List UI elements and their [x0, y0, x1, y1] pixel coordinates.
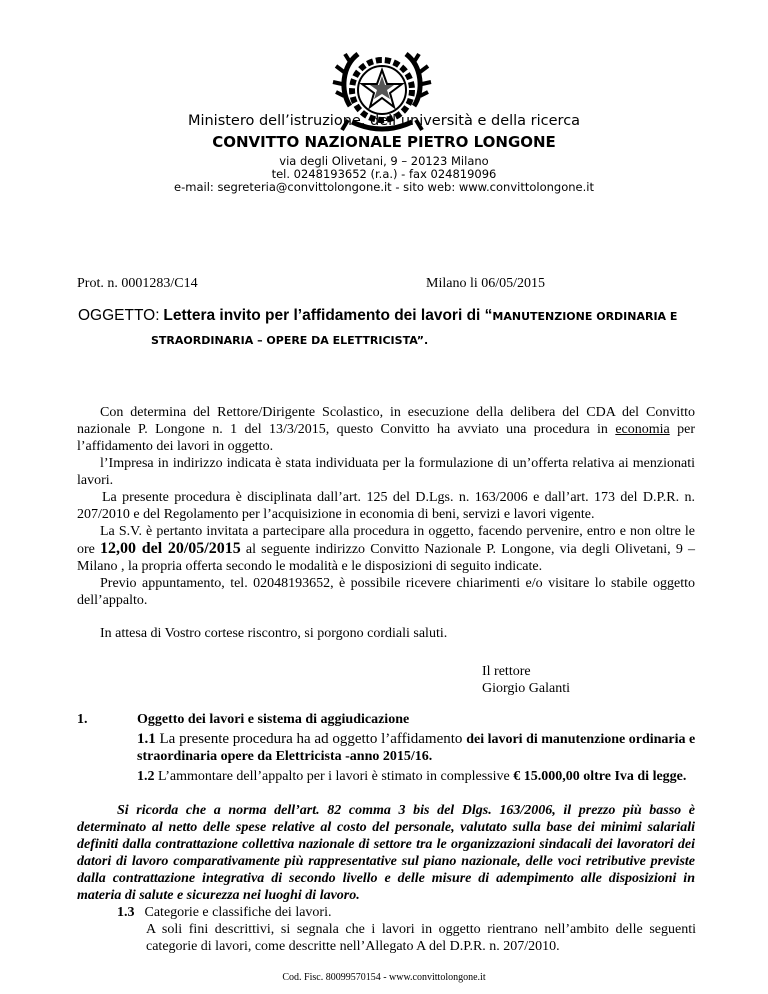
body-paragraph-2: l’Impresa in indirizzo indicata è stata individuata per la formulazione di un’offerta relativa ai menzionati lavori. [77, 456, 695, 488]
ministry-name: Ministero dell’istruzione, dell’università e della ricerca [187, 113, 581, 129]
school-contacts: e-mail: segreteria@convittolongone.it - sito web: www.convittolongone.it [174, 180, 594, 194]
body-paragraph-3: La presente procedura è disciplinata dall’art. 125 del D.Lgs. n. 163/2006 e dall’art. 173 del D.P.R. n. 207/2010 e del Regolamento per l’acquisizione in economia di beni, servizi e lavori vigente. [77, 490, 695, 522]
section-heading: Oggetto dei lavori e sistema di aggiudicazione [137, 712, 410, 727]
subsection-1-3-text: A soli fini descrittivi, si segnala che i lavori in oggetto rientrano nell’ambito delle seguenti categorie di lavori, come descritte nell’Allegato A del D.P.R. n. 207/2010. [146, 922, 696, 954]
underlined-economia: economia [615, 422, 670, 437]
subsection-1-3: 1.3 Categorie e classifiche dei lavori. [117, 905, 332, 920]
subject-label: OGGETTO: [78, 307, 160, 324]
subject-caps-2: STRAORDINARIA – OPERE DA ELETTRICISTA”. [151, 334, 429, 347]
body-paragraph-4: La S.V. è pertanto invitata a partecipare alla procedura in oggetto, facendo pervenire, entro e non oltre le ore 12,00 del 20/05/2015 al seguente indirizzo Convitto Nazionale P. Longone, via degli Olivetani, 9 – Milano , la propria offerta secondo le modalità e le disposizioni di seguito indicate. [77, 524, 695, 574]
signature-block [482, 663, 570, 697]
subject-caps-1: MANUTENZIONE ORDINARIA E [492, 310, 678, 323]
school-phone: tel. 0248193652 (r.a.) - fax 024819096 [271, 167, 497, 181]
protocol-number: Prot. n. 0001283/C14 [77, 276, 198, 291]
subsection-1-2: 1.2 L’ammontare dell’appalto per i lavori è stimato in complessive € 15.000,00 oltre Iva di legge. [137, 769, 687, 784]
signature-name: Giorgio Galanti [482, 681, 571, 696]
subject-line [78, 307, 677, 325]
school-address: via degli Olivetani, 9 – 20123 Milano [279, 154, 489, 168]
subject-title: Lettera invito per l’affidamento dei lavori di “ [163, 307, 493, 324]
section-number: 1. [77, 712, 88, 727]
subsection-1-1: 1.1 La presente procedura ha ad oggetto l’affidamento dei lavori di manutenzione ordinaria e straordinaria opere da Elettricista -anno 2015/16. [137, 731, 696, 764]
school-name: CONVITTO NAZIONALE PIETRO LONGONE [212, 133, 556, 151]
signature-role: Il rettore [482, 664, 531, 679]
place-date: Milano li 06/05/2015 [426, 276, 545, 291]
body-paragraph-1: Con determina del Rettore/Dirigente Scolastico, in esecuzione della delibera del CDA del Convitto nazionale P. Longone n. 1 del 13/3/2015, questo Convitto ha avviato una procedura in economia per l’affidamento dei lavori in oggetto. [77, 405, 695, 454]
legal-note: Si ricorda che a norma dell’art. 82 comma 3 bis del Dlgs. 163/2006, il prezzo più basso è determinato al netto delle spese relative al costo del personale, valutato sulla base dei minimi salariali definiti dalla contrattazione collettiva nazionale di settore tra le organizzazioni sindacali dei lavoratori dei datori di lavoro comparativamente più rappresentative sul piano nazionale, delle voci retributive previste dalla contrattazione integrativa di secondo livello e delle misure di adempimento alle disposizioni in materia di salute e sicurezza nei luoghi di lavoro. [77, 803, 695, 903]
deadline: 12,00 del 20/05/2015 [100, 540, 241, 557]
closing-line: In attesa di Vostro cortese riscontro, si porgono cordiali saluti. [100, 626, 448, 641]
body-paragraph-5: Previo appuntamento, tel. 02048193652, è possibile ricevere chiarimenti e/o visitare lo stabile oggetto dell’appalto. [77, 576, 695, 608]
footer-fiscal-code: Cod. Fisc. 80099570154 - www.convittolongone.it [282, 972, 486, 983]
